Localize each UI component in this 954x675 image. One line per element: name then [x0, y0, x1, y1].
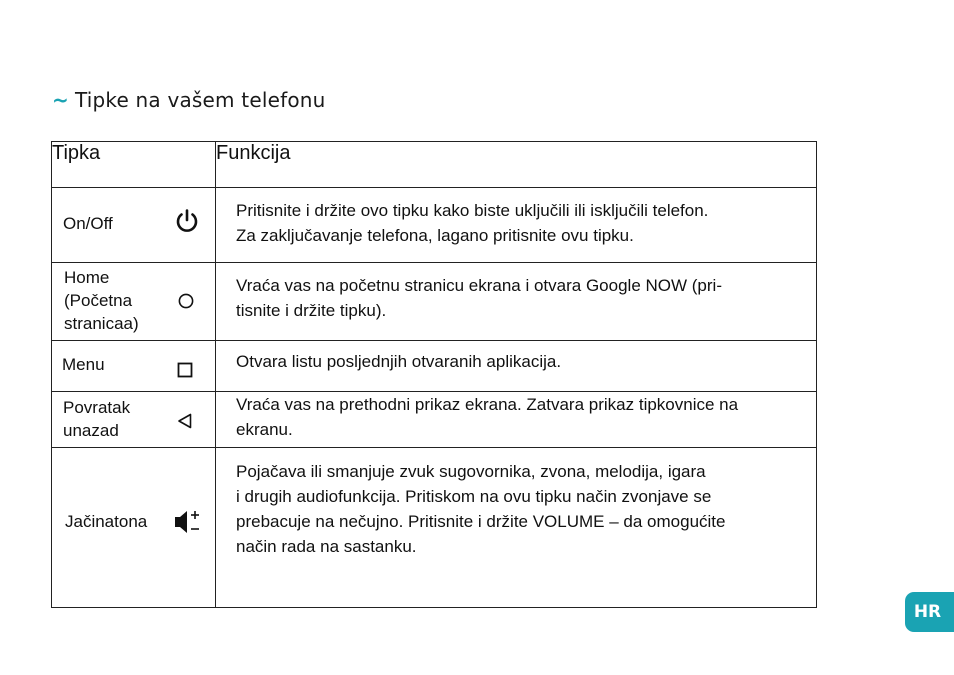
back-triangle-icon: [176, 412, 194, 430]
key-name-line: unazad: [63, 421, 119, 440]
desc-line: Pritisnite i držite ovo tipku kako biste uključili ili isključili telefon.: [236, 201, 709, 220]
table-row: [52, 341, 817, 392]
desc-line: tisnite i držite tipku).: [236, 301, 387, 320]
header-function: Funkcija: [216, 142, 817, 188]
key-name-home: [64, 266, 139, 335]
key-cell-menu: [52, 341, 216, 392]
desc-line: i drugih audiofunkcija. Pritiskom na ovu tipku način zvonjave se: [236, 487, 712, 506]
header-key: Tipka: [52, 142, 216, 188]
desc-line: prebacuje na nečujno. Pritisnite i držite VOLUME – da omogućite: [236, 512, 726, 531]
square-icon: [176, 361, 194, 379]
desc-volume: [216, 448, 816, 559]
desc-cell-back: [216, 392, 817, 448]
desc-home: [216, 263, 816, 323]
desc-cell-onoff: [216, 188, 817, 263]
section-title: [52, 88, 326, 112]
desc-line: Otvara listu posljednjih otvaranih aplikacija.: [236, 352, 562, 371]
desc-back: [216, 392, 816, 442]
table-row: [52, 263, 817, 341]
section-title-text: Tipke na vašem telefonu: [74, 88, 326, 112]
key-name-menu: Menu: [62, 355, 105, 374]
desc-line: Vraća vas na prethodni prikaz ekrana. Zatvara prikaz tipkovnice na: [236, 395, 739, 414]
keys-table: [51, 141, 817, 608]
key-cell-back: [52, 392, 216, 448]
key-name-volume: Jačinatona: [65, 512, 148, 531]
language-badge: HR: [905, 592, 954, 632]
desc-cell-volume: [216, 448, 817, 608]
key-cell-volume: [52, 448, 216, 608]
desc-line: Pojačava ili smanjuje zvuk sugovornika, zvona, melodija, igara: [236, 462, 706, 481]
table-header-row: [52, 142, 817, 188]
desc-cell-menu: [216, 341, 817, 392]
desc-line: način rada na sastanku.: [236, 537, 417, 556]
volume-icon: [174, 509, 202, 535]
home-circle-icon: [177, 292, 195, 310]
section-marker: ~: [52, 88, 69, 112]
table-row: [52, 188, 817, 263]
key-name-line: stranicaa): [64, 314, 139, 333]
desc-line: Za zaključavanje telefona, lagano pritisnite ovu tipku.: [236, 226, 634, 245]
key-cell-home: [52, 263, 216, 341]
key-name-line: Home: [64, 268, 110, 287]
power-icon: [174, 208, 200, 234]
desc-line: Vraća vas na početnu stranicu ekrana i otvara Google NOW (pri-: [236, 276, 722, 295]
key-name-back: [63, 396, 130, 442]
table-row: [52, 392, 817, 448]
desc-line: ekranu.: [236, 420, 293, 439]
desc-onoff: [216, 188, 816, 248]
key-name-line: Povratak: [63, 398, 131, 417]
desc-menu: [216, 341, 816, 374]
key-name-onoff: On/Off: [63, 214, 113, 233]
table-row: [52, 448, 817, 608]
key-name-line: (Početna: [64, 291, 133, 310]
key-cell-onoff: [52, 188, 216, 263]
desc-cell-home: [216, 263, 817, 341]
